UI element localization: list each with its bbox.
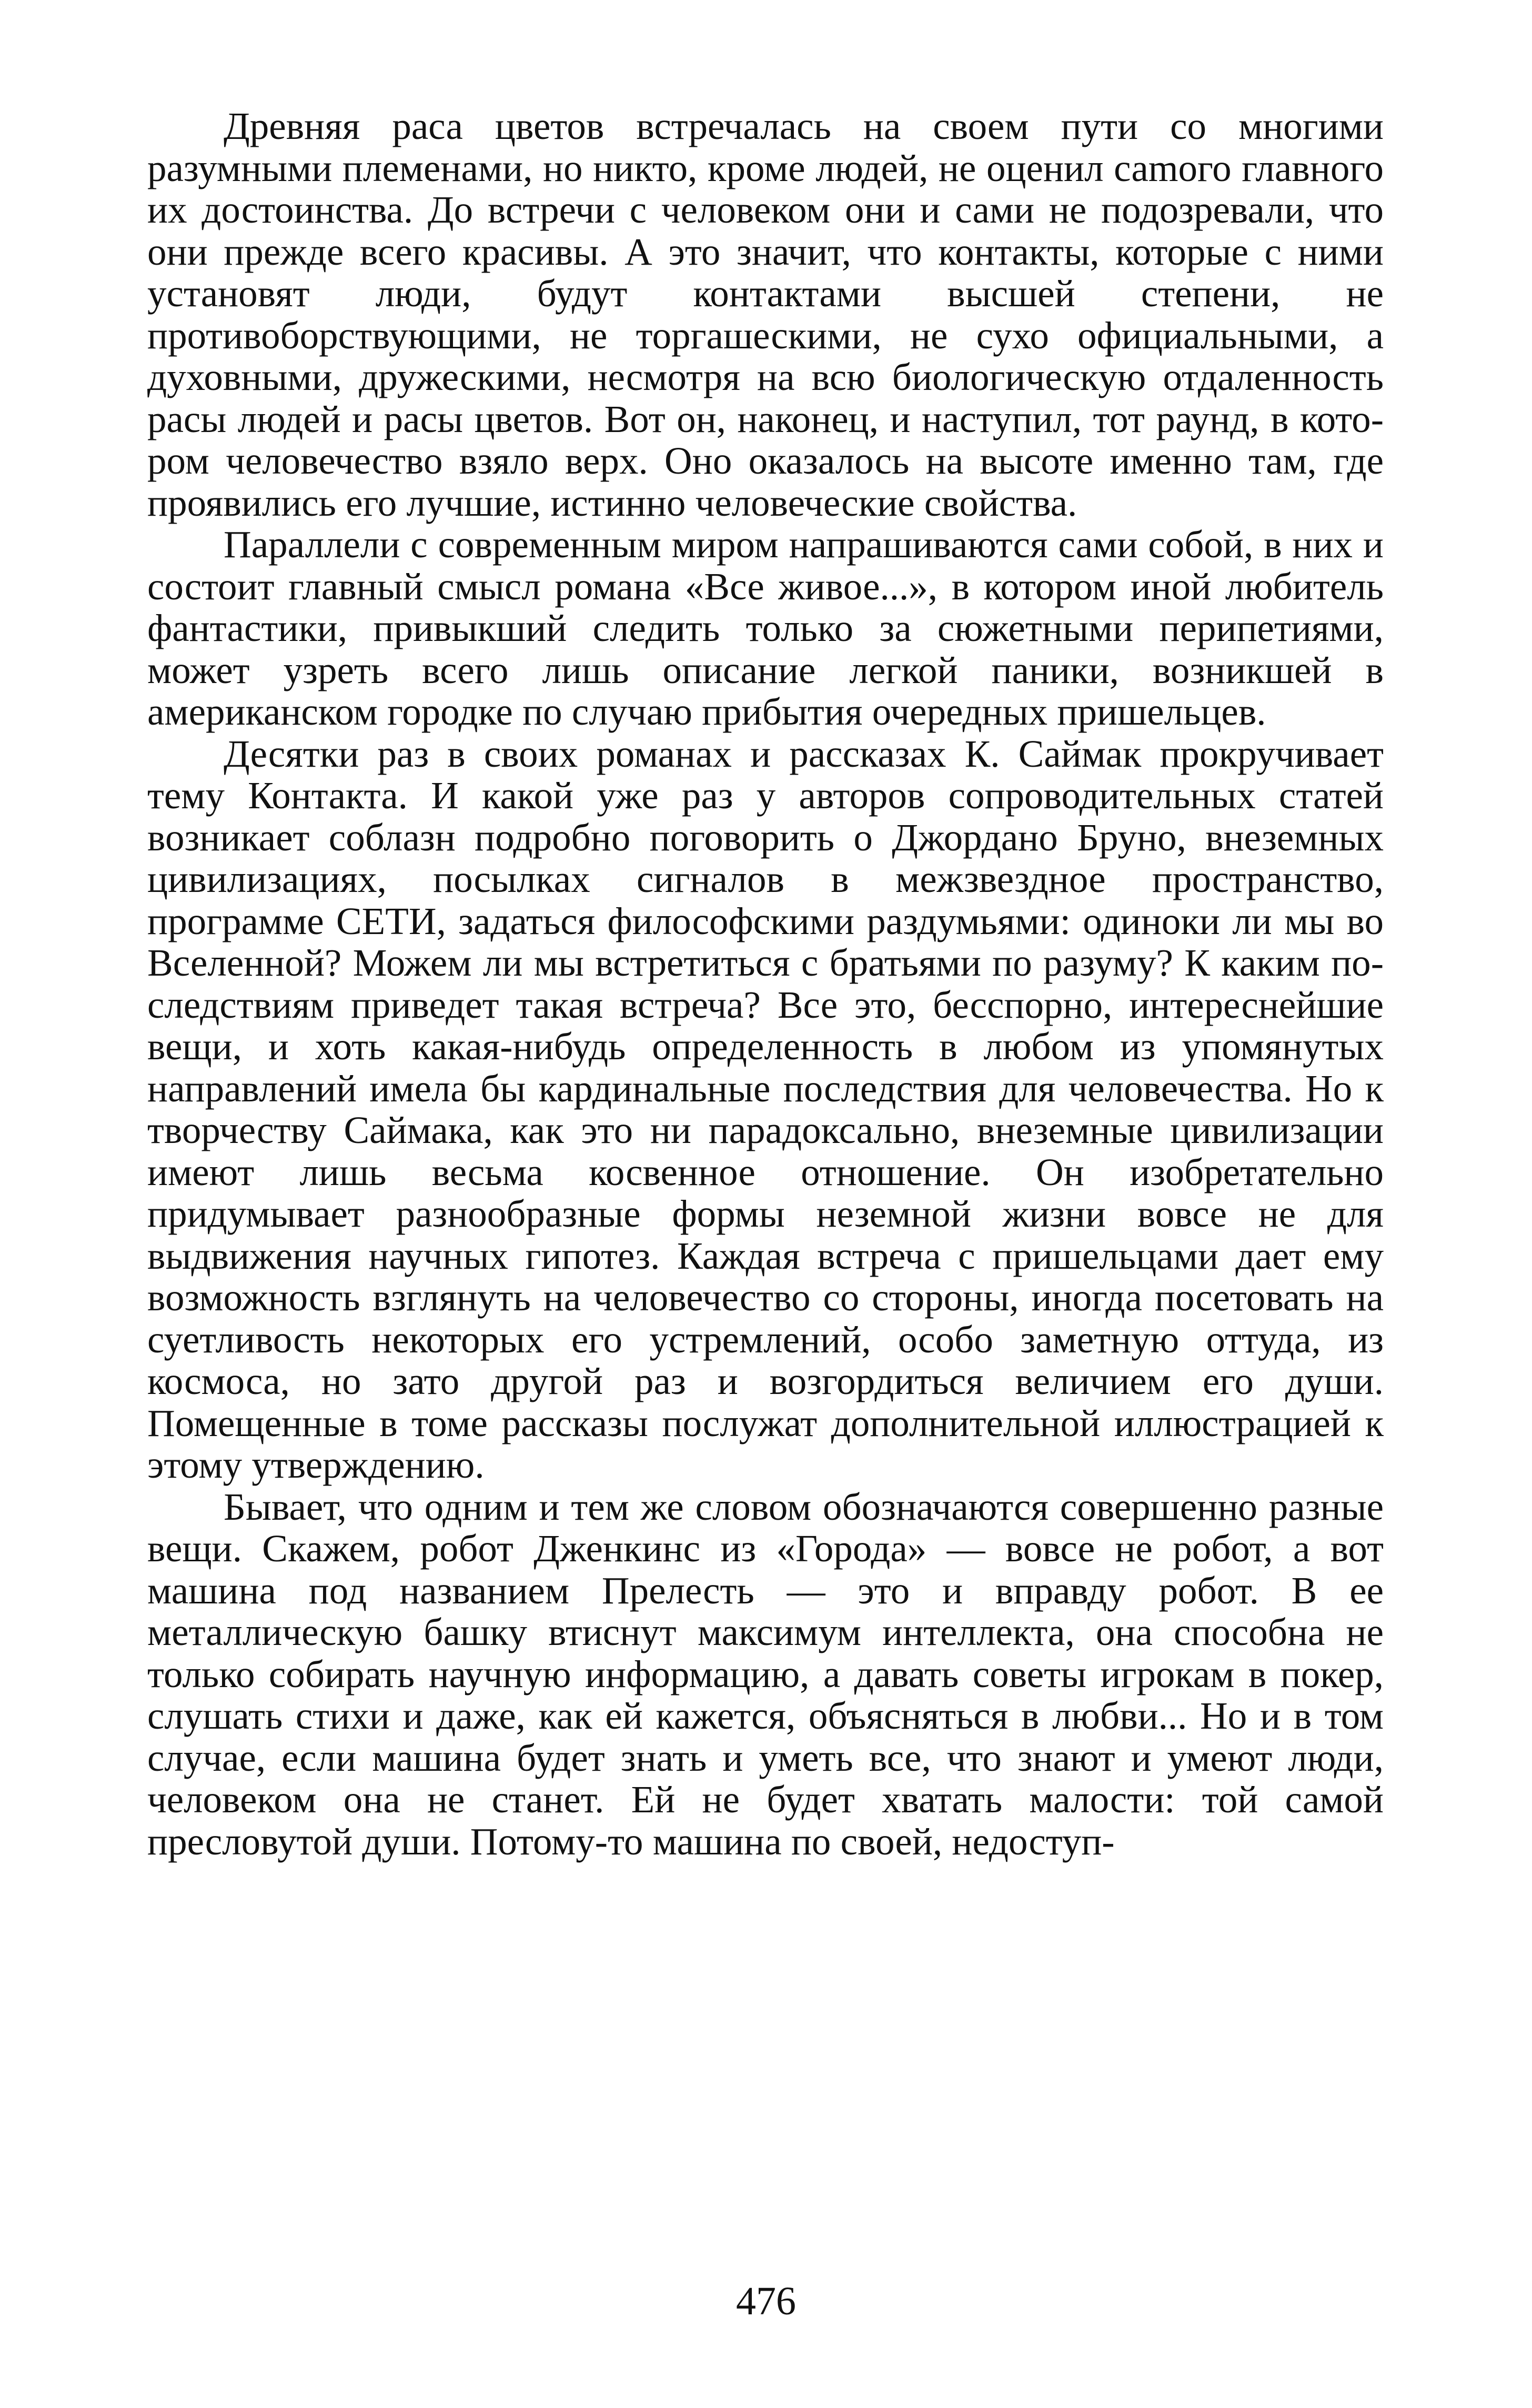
body-text (147, 105, 1384, 1862)
paragraph-3: Десятки раз в своих романах и рассказах К. Саймак прокручивает тему Контакта. И какой уже раз у авторов сопроводительных статей возникает соблазн подробно поговорить о Джордано Бруно, внеземных цивилизациях, посылках сигналов в межзвездное пространство, программе СЕТИ, задаться философскими раздумьями: одиноки ли мы во Вселенной? Можем ли мы встретиться с братьями по разуму? К каким последствиям приведет такая встреча? Все это, бесспорно, интереснейшие вещи, и хоть какая-нибудь определенность в любом из упомянутых направлений имела бы кардинальные последствия для человечества. Но к творчеству Саймака, как это ни парадоксально, внеземные цивилизации имеют лишь весьма косвенное отношение. Он изобретательно придумывает разнообразные формы неземной жизни вовсе не для выдвижения научных гипотез. Каждая встреча с пришельцами дает ему возможность взглянуть на человечество со стороны, иногда посетовать на суетливость некоторых его устремлений, особо заметную оттуда, из космоса, но зато другой раз и возгордиться величием его души. Помещенные в томе рассказы послужат дополнительной иллюстрацией к этому утверждению. (147, 732, 1384, 1486)
paragraph-4: Бывает, что одним и тем же словом обозначаются совершенно разные вещи. Скажем, робот Дженкинс из «Города» — вовсе не робот, а вот машина под названием Прелесть — это и вправду робот. В ее металлическую башку втиснут максимум интеллекта, она способна не только собирать научную информацию, а давать советы игрокам в покер, слушать стихи и даже, как ей кажется, объясняться в любви... Но и в том случае, если машина будет знать и уметь все, что знают и умеют люди, человеком она не станет. Ей не будет хватать малости: той самой пресловутой души. Потому-то машина по своей, недоступ- (147, 1485, 1384, 1863)
page-number: 476 (736, 2279, 796, 2323)
paragraph-2: Параллели с современным миром напрашиваются сами собой, в них и состоит главный смысл романа «Все живое...», в котором иной любитель фантастики, привыкший следить только за сюжетными перипетиями, может узреть всего лишь описание легкой паники, возникшей в американском городке по случаю прибытия очередных пришельцев. (147, 523, 1384, 733)
paragraph-1: Древняя раса цветов встречалась на своем пути со многими разумными племенами, но никто, кроме людей, не оценил саmого главного их достоинства. До встречи с человеком они и сами не подозревали, что они прежде всего красивы. А это значит, что контакты, которые с ними установят люди, будут контактами высшей степени, не противоборствующими, не торгашескими, не сухо официальными, а духовными, дружескими, несмотря на всю биологическую отдаленность расы людей и расы цветов. Вот он, наконец, и наступил, тот раунд, в котором человечество взяло верх. Оно оказалось на высоте именно там, где проявились его лучшие, истинно человеческие свойства. (147, 105, 1384, 524)
